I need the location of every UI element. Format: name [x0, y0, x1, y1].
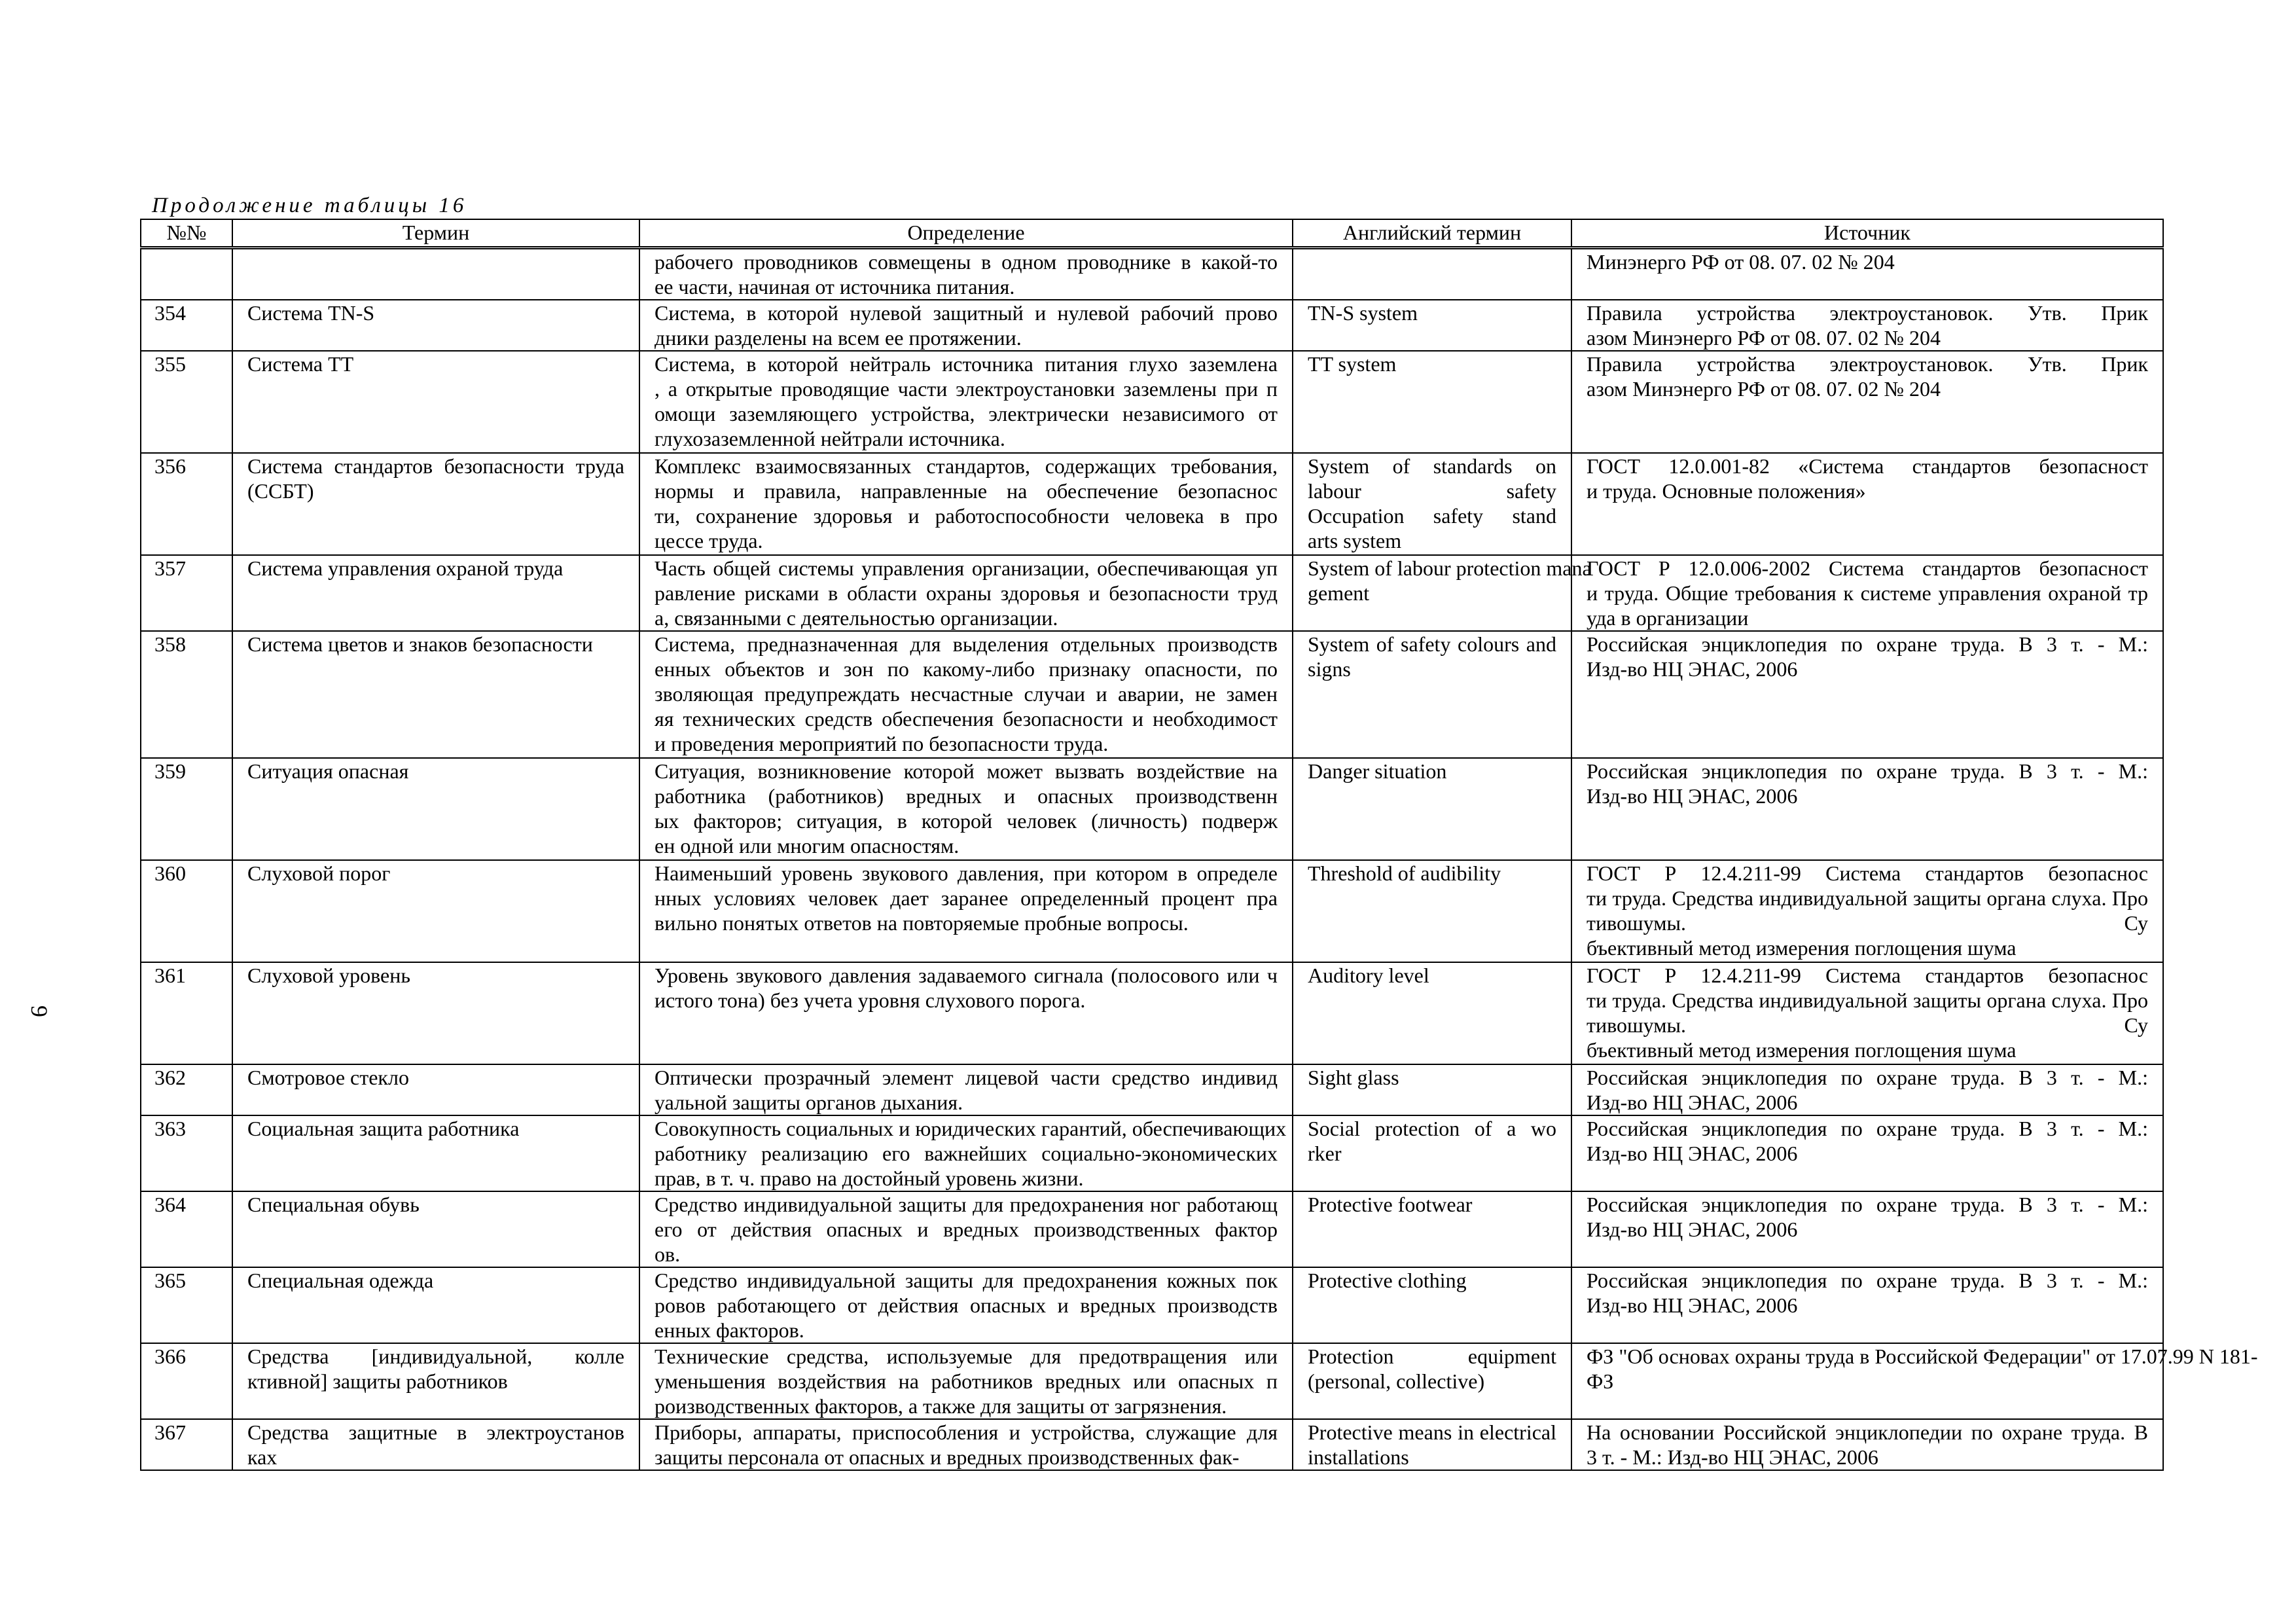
cell-text-line: Средство индивидуальной защиты для предохранения кожных пок	[655, 1269, 1278, 1292]
english-term-cell: Protective footwear	[1293, 1191, 1571, 1267]
term-cell: Система TN-S	[232, 300, 639, 351]
definition-cell	[639, 453, 1293, 555]
english-term-cell	[1293, 1343, 1571, 1419]
cell-text-line: Occupation safety stand	[1308, 504, 1556, 528]
term-cell: Система управления охраной труда	[232, 555, 639, 631]
cell-text-line: Ситуация, возникновение которой может вызвать воздействие на	[655, 759, 1278, 783]
row-number: 359	[141, 758, 232, 860]
cell-text-line: Изд-во НЦ ЭНАС, 2006	[1587, 784, 1798, 808]
cell-text-line: Российская энциклопедия по охране труда. В 3 т. - М.:	[1587, 1269, 2148, 1292]
source-cell	[1571, 351, 2163, 453]
table-row	[141, 1064, 2163, 1115]
cell-text-line: работнику реализацию его важнейших социально-экономических	[655, 1142, 1278, 1165]
row-number: 362	[141, 1064, 232, 1115]
english-term-cell: Sight glass	[1293, 1064, 1571, 1115]
row-number	[141, 248, 232, 300]
term-cell: Социальная защита работника	[232, 1115, 639, 1191]
cell-text-line: равление рисками в области охраны здоровья и безопасности труд	[655, 581, 1278, 605]
english-term-cell: Threshold of audibility	[1293, 860, 1571, 962]
cell-text-line: бъективный метод измерения поглощения шума	[1587, 936, 2017, 960]
cell-text-line: rker	[1308, 1142, 1342, 1165]
cell-text-line: На основании Российской энциклопедии по охране труда. В	[1587, 1420, 2148, 1444]
cell-text-line: яя технических средств обеспечения безопасности и необходимост	[655, 707, 1278, 731]
definition-cell	[639, 555, 1293, 631]
definition-cell	[639, 300, 1293, 351]
source-cell	[1571, 1064, 2163, 1115]
cell-text-line: роизводственных факторов, а также для защиты от загрязнения.	[655, 1394, 1227, 1418]
cell-text-line: ти труда. Средства индивидуальной защиты органа слуха. Про	[1587, 886, 2148, 910]
cell-text-line: дники разделены на всем ее протяжении.	[655, 326, 1022, 350]
cell-text-line: Изд-во НЦ ЭНАС, 2006	[1587, 1142, 1798, 1165]
row-number: 355	[141, 351, 232, 453]
cell-text-line: и труда. Основные положения»	[1587, 479, 1866, 503]
table-row	[141, 1267, 2163, 1343]
cell-text-line: Российская энциклопедия по охране труда. В 3 т. - М.:	[1587, 1066, 2148, 1089]
source-cell	[1571, 1115, 2163, 1191]
cell-text-line: installations	[1308, 1445, 1409, 1469]
definition-cell	[639, 1115, 1293, 1191]
definition-cell	[639, 1064, 1293, 1115]
table-row	[141, 962, 2163, 1064]
cell-text-line: азом Минэнерго РФ от 08. 07. 02 № 204	[1587, 326, 1941, 350]
cell-text-line: ках	[247, 1445, 278, 1469]
cell-text-line: защиты персонала от опасных и вредных производственных фак-	[655, 1445, 1240, 1469]
row-number: 364	[141, 1191, 232, 1267]
cell-text-line: Комплекс взаимосвязанных стандартов, содержащих требования,	[655, 454, 1278, 478]
english-term-cell	[1293, 555, 1592, 631]
cell-text-line: Система, в которой нейтраль источника питания глухо заземлена	[655, 352, 1278, 376]
cell-text-line: ГОСТ 12.0.001-82 «Система стандартов безопасност	[1587, 454, 2148, 478]
definition-cell	[639, 758, 1293, 860]
cell-text-line: ов.	[655, 1242, 681, 1266]
cell-text-line: (personal, collective)	[1308, 1369, 1485, 1393]
table-row	[141, 1191, 2163, 1267]
table-row	[141, 300, 2163, 351]
table-row	[141, 1419, 2163, 1470]
row-number: 367	[141, 1419, 232, 1470]
cell-text-line: Social protection of a wo	[1308, 1117, 1556, 1140]
cell-text-line: Уровень звукового давления задаваемого сигнала (полосового или ч	[655, 964, 1278, 987]
page-number: 9	[26, 1005, 52, 1017]
cell-text-line: тивошумы. Су	[1587, 911, 2148, 935]
cell-text-line: ГОСТ Р 12.4.211-99 Система стандартов безопаснос	[1587, 861, 2148, 885]
cell-text-line: signs	[1308, 657, 1351, 681]
row-number: 356	[141, 453, 232, 555]
term-cell: Смотровое стекло	[232, 1064, 639, 1115]
table-caption: Продолжение таблицы 16	[152, 194, 467, 217]
row-number: 363	[141, 1115, 232, 1191]
cell-text-line: Наименьший уровень звукового давления, при котором в определе	[655, 861, 1278, 885]
cell-text-line: енных факторов.	[655, 1318, 804, 1342]
cell-text-line: азом Минэнерго РФ от 08. 07. 02 № 204	[1587, 377, 1941, 401]
table-header-row	[141, 219, 2163, 248]
cell-text-line: глухозаземленной нейтрали источника.	[655, 427, 1005, 450]
english-term-cell	[1293, 248, 1571, 300]
row-number: 361	[141, 962, 232, 1064]
cell-text-line: System of labour protection mana	[1308, 556, 1592, 580]
cell-text-line: рабочего проводников совмещены в одном проводнике в какой-то	[655, 250, 1278, 274]
header-number: №№	[141, 219, 232, 248]
cell-text-line: Средства защитные в электроустанов	[247, 1420, 624, 1444]
term-cell	[232, 453, 639, 555]
table-row	[141, 248, 2163, 300]
cell-text-line: gement	[1308, 581, 1370, 605]
english-term-cell	[1293, 631, 1571, 758]
cell-text-line: Система, предназначенная для выделения отдельных производств	[655, 632, 1278, 656]
source-cell	[1571, 1419, 2163, 1470]
row-number: 358	[141, 631, 232, 758]
cell-text-line: Protective means in electrical	[1308, 1420, 1556, 1444]
term-cell: Ситуация опасная	[232, 758, 639, 860]
row-number: 366	[141, 1343, 232, 1419]
cell-text-line: Система стандартов безопасности труда	[247, 454, 624, 478]
cell-text-line: System of standards on	[1308, 454, 1556, 478]
row-number: 357	[141, 555, 232, 631]
cell-text-line: System of safety colours and	[1308, 632, 1556, 656]
term-cell: Слуховой уровень	[232, 962, 639, 1064]
cell-text-line: работника (работников) вредных и опасных производственн	[655, 784, 1278, 808]
cell-text-line: тивошумы. Су	[1587, 1013, 2148, 1037]
english-term-cell: TT system	[1293, 351, 1571, 453]
table-row	[141, 631, 2163, 758]
cell-text-line: енных объектов и зон по какому-либо признаку опасности, по	[655, 657, 1278, 681]
cell-text-line: Технические средства, используемые для предотвращения или	[655, 1344, 1278, 1368]
table-row	[141, 758, 2163, 860]
definition-cell	[639, 351, 1293, 453]
cell-text-line: Российская энциклопедия по охране труда. В 3 т. - М.:	[1587, 632, 2148, 656]
english-term-cell: Protective clothing	[1293, 1267, 1571, 1343]
row-number: 365	[141, 1267, 232, 1343]
cell-text-line: Protection equipment	[1308, 1344, 1556, 1368]
cell-text-line: зволяющая предупреждать несчастные случаи и аварии, не замен	[655, 682, 1278, 706]
cell-text-line: labour safety	[1308, 479, 1556, 503]
cell-text-line: ФЗ "Об основах охраны труда в Российской Федерации" от 17.07.99 N 181-	[1587, 1344, 2258, 1368]
source-cell	[1571, 1267, 2163, 1343]
source-cell: Минэнерго РФ от 08. 07. 02 № 204	[1571, 248, 2163, 300]
table-row	[141, 555, 2163, 631]
cell-text-line: Российская энциклопедия по охране труда. В 3 т. - М.:	[1587, 1193, 2148, 1216]
term-cell	[232, 1419, 639, 1470]
definition-cell	[639, 860, 1293, 962]
definition-cell	[639, 1419, 1293, 1470]
source-cell	[1571, 453, 2163, 555]
cell-text-line: Российская энциклопедия по охране труда. В 3 т. - М.:	[1587, 1117, 2148, 1140]
cell-text-line: уменьшения воздействия на работников вредных или опасных п	[655, 1369, 1278, 1393]
table-row	[141, 351, 2163, 453]
table-row	[141, 1115, 2163, 1191]
header-source: Источник	[1571, 219, 2163, 248]
table-row	[141, 860, 2163, 962]
cell-text-line: (ССБТ)	[247, 479, 314, 503]
term-cell: Система ТТ	[232, 351, 639, 453]
cell-text-line: уда в организации	[1587, 606, 1749, 630]
cell-text-line: омощи заземляющего устройства, электрически независимого от	[655, 402, 1278, 425]
cell-text-line: ГОСТ Р 12.0.006-2002 Система стандартов безопасност	[1587, 556, 2148, 580]
cell-text-line: вильно понятых ответов на повторяемые пробные вопросы.	[655, 911, 1189, 935]
header-definition: Определение	[639, 219, 1293, 248]
cell-text-line: прав, в т. ч. право на достойный уровень жизни.	[655, 1166, 1084, 1190]
cell-text-line: Изд-во НЦ ЭНАС, 2006	[1587, 657, 1798, 681]
cell-text-line: ых факторов; ситуация, в которой человек (личность) подверж	[655, 809, 1278, 833]
cell-text-line: ктивной] защиты работников	[247, 1369, 508, 1393]
english-term-cell: TN-S system	[1293, 300, 1571, 351]
cell-text-line: Изд-во НЦ ЭНАС, 2006	[1587, 1293, 1798, 1317]
cell-text-line: ровов работающего от действия опасных и вредных производств	[655, 1293, 1278, 1317]
cell-text-line: ФЗ	[1587, 1369, 1614, 1393]
cell-text-line: истого тона) без учета уровня слухового порога.	[655, 988, 1086, 1012]
table-row	[141, 453, 2163, 555]
cell-text-line: Российская энциклопедия по охране труда. В 3 т. - М.:	[1587, 759, 2148, 783]
definition-cell	[639, 631, 1293, 758]
cell-text-line: 3 т. - М.: Изд-во НЦ ЭНАС, 2006	[1587, 1445, 1878, 1469]
header-english-term: Английский термин	[1293, 219, 1571, 248]
cell-text-line: нормы и правила, направленные на обеспечение безопаснос	[655, 479, 1278, 503]
cell-text-line: Часть общей системы управления организации, обеспечивающая уп	[655, 556, 1278, 580]
cell-text-line: Система, в которой нулевой защитный и нулевой рабочий прово	[655, 301, 1278, 325]
cell-text-line: Изд-во НЦ ЭНАС, 2006	[1587, 1218, 1798, 1241]
source-cell	[1571, 300, 2163, 351]
cell-text-line: и труда. Общие требования к системе управления охраной тр	[1587, 581, 2148, 605]
row-number: 354	[141, 300, 232, 351]
definition-cell	[639, 248, 1293, 300]
cell-text-line: ен одной или многим опасностям.	[655, 834, 960, 857]
cell-text-line: , а открытые проводящие части электроустановки заземлены при п	[655, 377, 1278, 401]
cell-text-line: Изд-во НЦ ЭНАС, 2006	[1587, 1091, 1798, 1114]
cell-text-line: Правила устройства электроустановок. Утв. Прик	[1587, 352, 2148, 376]
source-cell	[1571, 1191, 2163, 1267]
cell-text-line: цессе труда.	[655, 529, 763, 552]
row-number: 360	[141, 860, 232, 962]
english-term-cell	[1293, 1115, 1571, 1191]
cell-text-line: Средства [индивидуальной, колле	[247, 1344, 624, 1368]
cell-text-line: и проведения мероприятий по безопасности труда.	[655, 732, 1109, 755]
cell-text-line: его от действия опасных и вредных производственных фактор	[655, 1218, 1278, 1241]
term-cell: Слуховой порог	[232, 860, 639, 962]
source-cell	[1571, 1343, 2258, 1419]
cell-text-line: Средство индивидуальной защиты для предохранения ног работающ	[655, 1193, 1278, 1216]
definition-cell	[639, 1343, 1293, 1419]
term-cell: Специальная обувь	[232, 1191, 639, 1267]
terms-table	[140, 219, 2258, 1471]
cell-text-line: ти, сохранение здоровья и работоспособности человека в про	[655, 504, 1278, 528]
table-body	[141, 248, 2258, 1471]
cell-text-line: нных условиях человек дает заранее определенный процент пра	[655, 886, 1278, 910]
english-term-cell	[1293, 1419, 1571, 1470]
source-cell	[1571, 555, 2163, 631]
cell-text-line: Правила устройства электроустановок. Утв. Прик	[1587, 301, 2148, 325]
definition-cell	[639, 962, 1293, 1064]
source-cell	[1571, 962, 2163, 1064]
english-term-cell: Auditory level	[1293, 962, 1571, 1064]
english-term-cell: Danger situation	[1293, 758, 1571, 860]
definition-cell	[639, 1191, 1293, 1267]
cell-text-line: ти труда. Средства индивидуальной защиты органа слуха. Про	[1587, 988, 2148, 1012]
source-cell	[1571, 631, 2163, 758]
source-cell	[1571, 860, 2163, 962]
cell-text-line: ГОСТ Р 12.4.211-99 Система стандартов безопаснос	[1587, 964, 2148, 987]
header-term: Термин	[232, 219, 639, 248]
definition-cell	[639, 1267, 1293, 1343]
source-cell	[1571, 758, 2163, 860]
term-cell: Специальная одежда	[232, 1267, 639, 1343]
cell-text-line: Приборы, аппараты, приспособления и устройства, служащие для	[655, 1420, 1278, 1444]
cell-text-line: Совокупность социальных и юридических гарантий, обеспечивающих	[655, 1117, 1287, 1140]
cell-text-line: Оптически прозрачный элемент лицевой части средство индивид	[655, 1066, 1278, 1089]
term-cell	[232, 248, 639, 300]
cell-text-line: бъективный метод измерения поглощения шума	[1587, 1038, 2017, 1062]
term-cell	[232, 1343, 639, 1419]
table-row	[141, 1343, 2163, 1419]
cell-text-line: ее части, начиная от источника питания.	[655, 275, 1015, 298]
cell-text-line: а, связанными с деятельностью организации.	[655, 606, 1058, 630]
term-cell: Система цветов и знаков безопасности	[232, 631, 639, 758]
cell-text-line: уальной защиты органов дыхания.	[655, 1091, 963, 1114]
english-term-cell	[1293, 453, 1571, 555]
cell-text-line: arts system	[1308, 529, 1402, 552]
